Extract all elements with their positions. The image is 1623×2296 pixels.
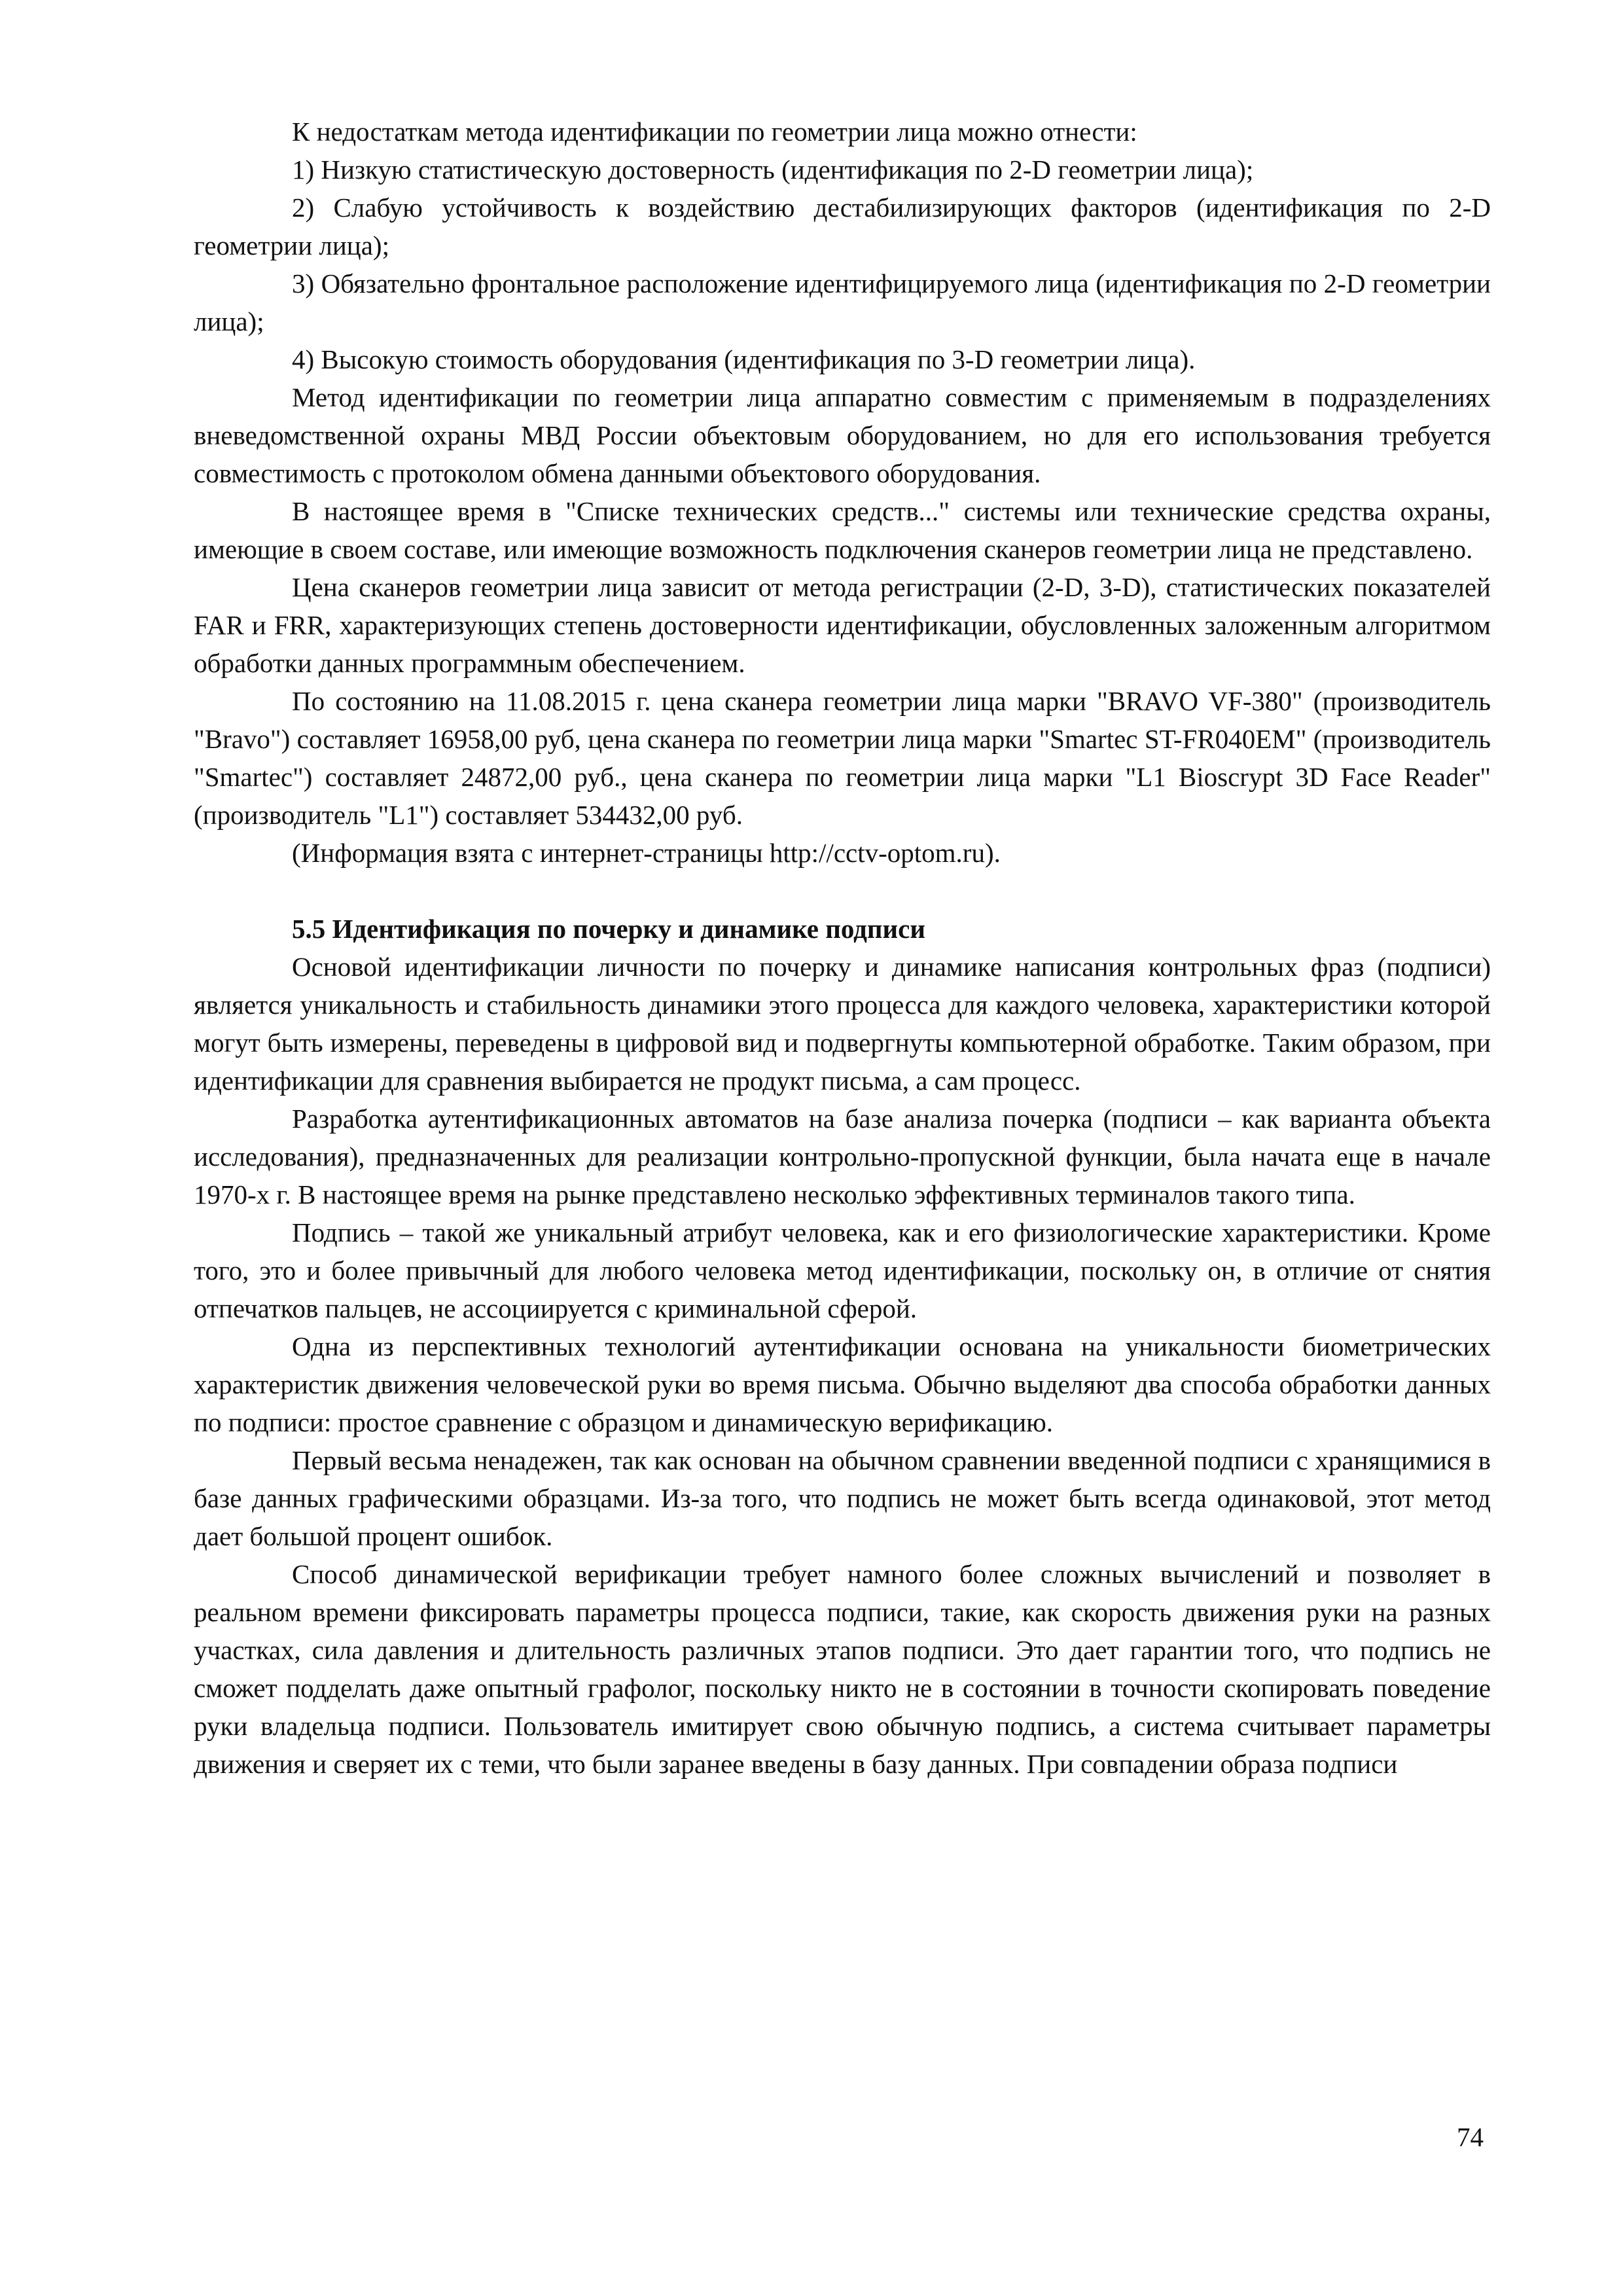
source-note: (Информация взята с интернет-страницы http://cctv-optom.ru). [292,838,1001,868]
intro-paragraph: К недостаткам метода идентификации по геометрии лица можно отнести: [292,117,1137,147]
paragraph: Первый весьма ненадежен, так как основан на обычном сравнении введенной подписи с хранящимися в базе данных графическими образцами. Из-за того, что подпись не может быть всегда одинаковой, этот метод дает большой процент ошибок. [194,1445,1491,1551]
drawback-item: 4) Высокую стоимость оборудования (идентификация по 3-D геометрии лица). [292,344,1196,374]
paragraph: Разработка аутентификационных автоматов на базе анализа почерка (подписи – как варианта объекта исследования), предназначенных для реализации контрольно-пропускной функции, была начата еще в начале 1970-х г. В настоящее время на рынке представлено несколько эффективных терминалов такого типа. [194,1103,1491,1210]
document-page [194,113,1491,1783]
drawback-item: 3) Обязательно фронтальное расположение идентифицируемого лица (идентификация по 2-D геометрии лица); [194,268,1491,336]
drawback-item: 2) Слабую устойчивость к воздействию дестабилизирующих факторов (идентификация по 2-D геометрии лица); [194,192,1491,260]
paragraph: Способ динамической верификации требует намного более сложных вычислений и позволяет в реальном времени фиксировать параметры процесса подписи, такие, как скорость движения руки на разных участках, сила давления и длительность различных этапов подписи. Это дает гарантии того, что подпись не сможет подделать даже опытный графолог, поскольку никто не в состоянии в точности скопировать поведение руки владельца подписи. Пользователь имитирует свою обычную подпись, а система считывает параметры движения и сверяет их с теми, что были заранее введены в базу данных. При совпадении образа подписи [194,1559,1491,1779]
paragraph: В настоящее время в "Списке технических средств..." системы или технические средства охраны, имеющие в своем составе, или имеющие возможность подключения сканеров геометрии лица не представлено. [194,496,1491,564]
paragraph: По состоянию на 11.08.2015 г. цена сканера геометрии лица марки "BRAVO VF-380" (производитель "Bravo") составляет 16958,00 руб, цена сканера по геометрии лица марки "Smartec ST-FR040EM" (производитель "Smartec") составляет 24872,00 руб., цена сканера по геометрии лица марки "L1 Bioscrypt 3D Face Reader" (производитель "L1") составляет 534432,00 руб. [194,686,1491,830]
page-number: 74 [1457,2122,1484,2152]
paragraph: Метод идентификации по геометрии лица аппаратно совместим с применяемым в подразделениях вневедомственной охраны МВД России объектовым оборудованием, но для его использования требуется совместимость с протоколом обмена данными объектового оборудования. [194,382,1491,488]
paragraph: Одна из перспективных технологий аутентификации основана на уникальности биометрических характеристик движения человеческой руки во время письма. Обычно выделяют два способа обработки данных по подписи: простое сравнение с образцом и динамическую верификацию. [194,1331,1491,1437]
paragraph: Основой идентификации личности по почерку и динамике написания контрольных фраз (подписи) является уникальность и стабильность динамики этого процесса для каждого человека, характеристики которой могут быть измерены, переведены в цифровой вид и подвергнуты компьютерной обработке. Таким образом, при идентификации для сравнения выбирается не продукт письма, а сам процесс. [194,952,1491,1096]
drawback-item: 1) Низкую статистическую достоверность (идентификация по 2-D геометрии лица); [292,154,1254,185]
paragraph: Подпись – такой же уникальный атрибут человека, как и его физиологические характеристики. Кроме того, это и более привычный для любого человека метод идентификации, поскольку он, в отличие от снятия отпечатков пальцев, не ассоциируется с криминальной сферой. [194,1217,1491,1323]
section-heading: 5.5 Идентификация по почерку и динамике подписи [292,914,925,944]
paragraph: Цена сканеров геометрии лица зависит от метода регистрации (2-D, 3-D), статистических показателей FAR и FRR, характеризующих степень достоверности идентификации, обусловленных заложенным алгоритмом обработки данных программным обеспечением. [194,572,1491,678]
